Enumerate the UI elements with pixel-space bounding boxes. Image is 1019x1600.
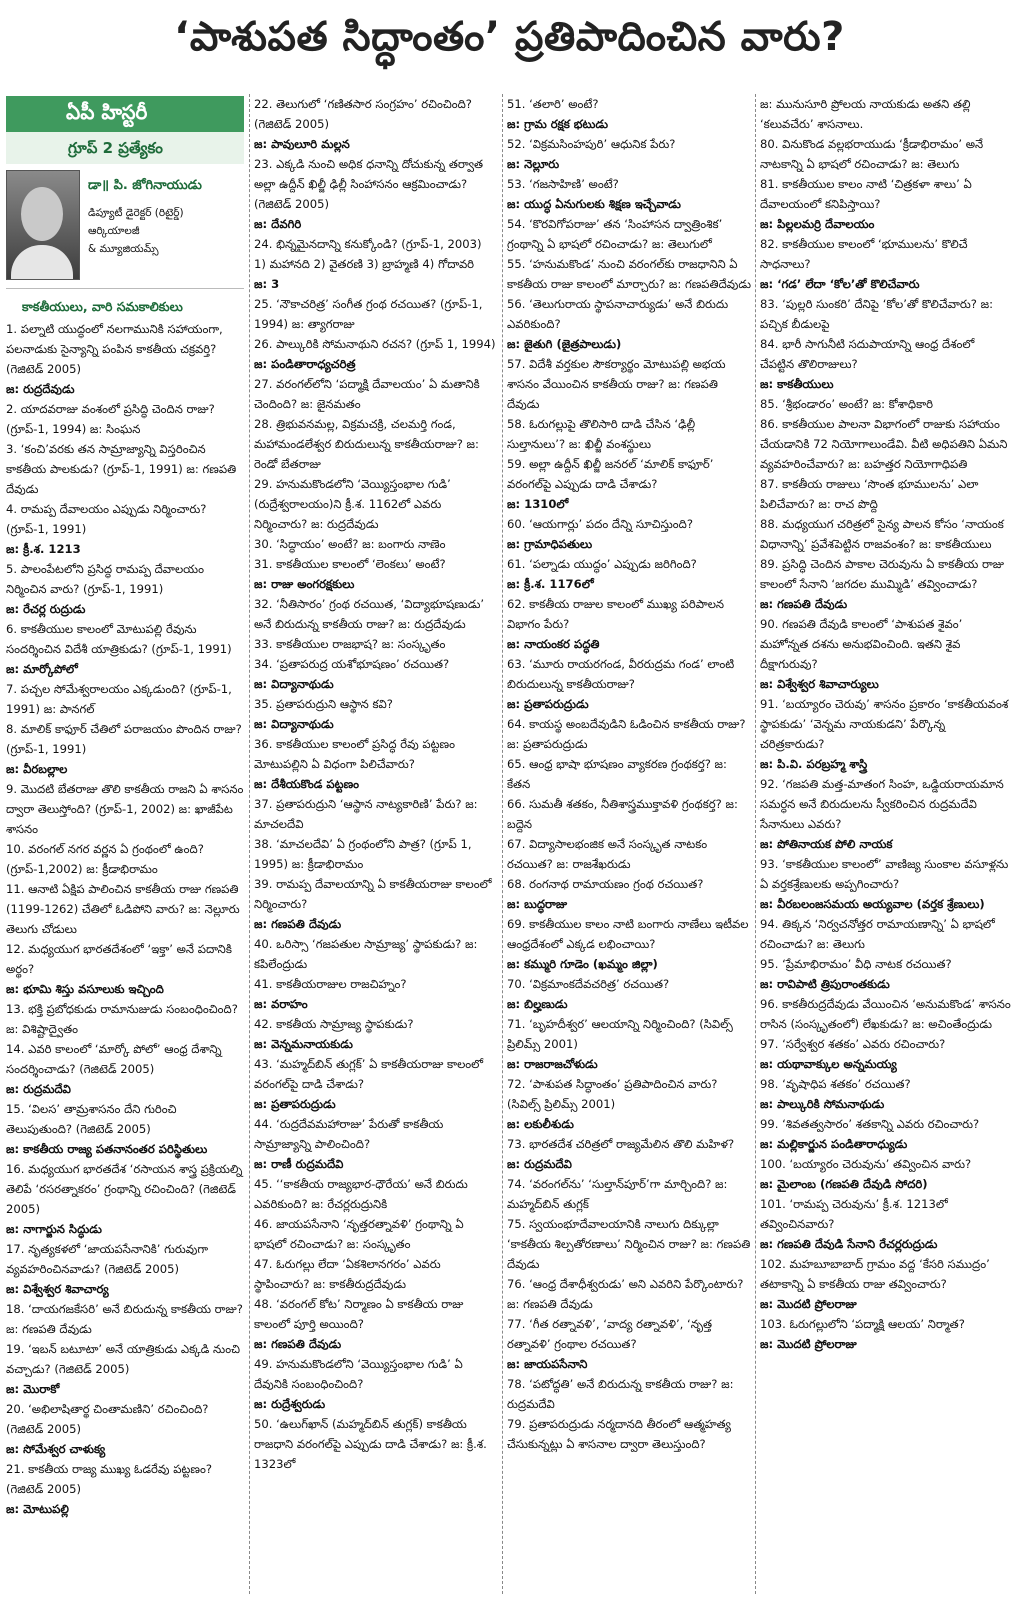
question-text: 98. ‘వృషాధిప శతకం’ రచయిత? [760, 1077, 911, 1091]
question-item [254, 1174, 498, 1214]
question-item [507, 1314, 751, 1374]
question-text: 29. హనుమకొండలోని ‘వెయ్యిస్తంభాల గుడి’ (రుద్రేశ్వరాలయం)ని క్రీ.శ. 1162లో ఎవరు నిర్మించారు? జ: రుద్రదేవుడు [254, 477, 451, 531]
author-role-2: ఆర్కియాలజీ [88, 225, 140, 237]
author-role-1: డిప్యూటీ డైరెక్టర్ (రిటైర్డ్) [88, 207, 184, 219]
question-item [507, 554, 751, 594]
question-item [507, 654, 751, 714]
answer-text: జ: రుద్రమదేవి [6, 1082, 71, 1096]
question-text: 20. ‘అభిలాషితార్థ చింతామణిని’ రచించింది? (గెజిటెడ్ 2005) [6, 1402, 209, 1436]
question-item [760, 174, 1012, 234]
question-item [507, 594, 751, 654]
answer-text: జ: మొదటి ప్రోలరాజు [760, 1297, 857, 1311]
question-text: 10. వరంగల్ నగర వర్ణన ఏ గ్రంథంలో ఉంది? (గ్రూప్-1,2002) జ: క్రీడాభిరామం [6, 842, 204, 876]
answer-text: జ: 1310లో [507, 497, 569, 511]
question-text: 101. ‘రామప్ప చెరువును’ క్రీ.శ. 1213లో తవ్వించినవారు? [760, 1197, 948, 1231]
question-text: 17. నృత్యకళలో ‘జాయపసేనానికి’ గురువుగా వ్యవహరించినవాడు? (గెజిటెడ్ 2005) [6, 1242, 209, 1276]
question-item [254, 654, 498, 694]
question-text: 9. మొదటి బేతరాజు తొలి కాకతీయ రాజని ఏ శాసనం ద్వారా తెలుస్తోంది? (గ్రూప్-1, 2002) జ: ఖాజీపేట శాసనం [6, 782, 244, 836]
questions-list-4 [760, 94, 1012, 1354]
question-item [507, 174, 751, 214]
question-item [254, 1414, 498, 1474]
answer-text: జ: నెల్లూరు [507, 157, 560, 171]
question-text: 1. పల్నాటి యుద్ధంలో నలగామునికి సహాయంగా, పలనాడుకు సైన్యాన్ని పంపిన కాకతీయ చక్రవర్తి? (గెజిటెడ్ 2005) [6, 322, 223, 376]
questions-list-2 [254, 94, 498, 1474]
answer-text: జ: విద్యానాథుడు [254, 677, 334, 691]
question-text: జ: మునుసూరి ప్రోలయ నాయకుడు అతని తల్లి ‘కలువచేరు’ శాసనాలు. [760, 97, 971, 131]
answer-text: జ: బుద్ధరాజు [507, 897, 568, 911]
answer-text: జ: రుద్రేశ్వరుడు [254, 1397, 326, 1411]
question-item [254, 1114, 498, 1174]
question-item [254, 94, 498, 154]
question-item [254, 834, 498, 874]
question-text: 48. ‘వరంగల్ కోట’ నిర్మాణం ఏ కాకతీయ రాజు కాలంలో పూర్తి అయింది? [254, 1297, 464, 1331]
answer-text: జ: పావులూరి మల్లన [254, 137, 350, 151]
answer-text: జ: రుద్రమదేవి [507, 1157, 572, 1171]
question-text: 73. భారతదేశ చరిత్రలో రాజ్యమేలిన తొలి మహిళ? [507, 1137, 735, 1151]
question-item [507, 1074, 751, 1134]
question-text: 99. ‘శివతత్వసారం’ శతకాన్ని ఎవరు రచించారు? [760, 1117, 980, 1131]
question-item [254, 694, 498, 734]
answer-text: జ: ప్రతాపరుద్రుడు [507, 697, 589, 711]
question-item [760, 854, 1012, 914]
answer-text: జ: విశ్వేశ్వర శివాచార్యులు [760, 677, 879, 691]
question-item [507, 254, 751, 294]
question-text: 51. ‘తలారి’ అంటే? [507, 97, 599, 111]
question-item [507, 454, 751, 514]
answer-text: జ: వెన్నమనాయకుడు [254, 1037, 353, 1051]
question-text: 40. ఒరిస్సా ‘గజపతుల సామ్రాజ్య’ స్థాపకుడు? జ: కపిలేంద్రుడు [254, 937, 478, 971]
question-text: 21. కాకతీయ రాజ్య ముఖ్య ఓడరేవు పట్టణం? (గెజిటెడ్ 2005) [6, 1462, 212, 1496]
question-item [507, 974, 751, 1014]
question-item [6, 619, 244, 679]
question-text: 85. ‘శ్రీభండారం’ అంటే? జ: కోశాధికారి [760, 397, 934, 411]
question-text: 4. రామప్ప దేవాలయం ఎప్పుడు నిర్మించారు? (గ్రూప్-1, 1991) [6, 502, 207, 536]
question-text: 12. మధ్యయుగ భారతదేశంలో ‘ఇక్తా’ అనే పదానికి అర్థం? [6, 942, 232, 976]
question-item [760, 414, 1012, 474]
answer-text: జ: కాకతీయులు [760, 377, 834, 391]
answer-text: జ: విద్యానాథుడు [254, 717, 334, 731]
column-divider [755, 94, 757, 1594]
question-item [254, 554, 498, 594]
question-text: 67. విద్యాసాలభంజిక అనే సంస్కృత నాటకం రచయిత? జ: రాజశేఖరుడు [507, 837, 708, 871]
question-text: 7. పచ్చల సోమేశ్వరాలయం ఎక్కడుంది? (గ్రూప్-1, 1991) జ: పానగల్ [6, 682, 232, 716]
question-text: 61. ‘పల్నాడు యుద్ధం’ ఎప్పుడు జరిగింది? [507, 557, 697, 571]
question-text: 16. మధ్యయుగ భారతదేశ ‘రసాయన శాస్త్ర ప్రక్రియల్ని తెలిపే ‘రసరత్నాకరం’ గ్రంథాన్ని రచించింది? (గెజిటెడ్ 2005) [6, 1162, 243, 1216]
question-text: 39. రామప్ప దేవాలయాన్ని ఏ కాకతీయరాజు కాలంలో నిర్మించారు? [254, 877, 492, 911]
column-divider [502, 94, 504, 1594]
question-text: 24. భిన్నమైనదాన్ని కనుక్కోండి? (గ్రూప్-1, 2003) [254, 237, 482, 251]
question-item [254, 234, 498, 254]
question-item [254, 474, 498, 534]
question-item [507, 874, 751, 914]
question-text: 5. పాలంపేటలోని ప్రసిద్ధ రామప్ప దేవాలయం నిర్మించిన వారు? (గ్రూప్-1, 1991) [6, 562, 204, 596]
question-item [760, 954, 1012, 994]
question-item [507, 1214, 751, 1274]
question-item [760, 94, 1012, 134]
answer-text: జ: మోటుపల్లి [6, 1502, 69, 1516]
question-item [6, 1159, 244, 1239]
question-item [6, 1039, 244, 1099]
question-item [760, 914, 1012, 954]
question-item [507, 1414, 751, 1454]
question-text: 13. భక్తి ప్రబోధకుడు రామానుజుడు సంబంధించింది? జ: విశిష్టాద్వైతం [6, 1002, 238, 1036]
question-text: 95. ‘ప్రేమాభిరామం’ వీధి నాటక రచయిత? [760, 957, 952, 971]
question-text: 50. ‘ఉలుగ్‌ఖాన్ (మహ్మద్‌బిన్ తుగ్లక్) కాకతీయ రాజధాని వరంగల్‌పై ఎప్పుడు దాడి చేశాడు? జ: క్రీ.శ. 1323లో [254, 1417, 487, 1471]
question-text: 89. ప్రసిద్ధి చెందిన పాకాల చెరువును ఏ కాకతీయ రాజు కాలంలో సేనాని ‘జగదల ముమ్మిడి’ తవ్వించాడు? [760, 557, 1005, 591]
question-text: 52. ‘విక్రమసింహపురి’ ఆధునిక పేరు? [507, 137, 676, 151]
question-item [254, 154, 498, 234]
question-text: 102. మహబూబాబాద్ గ్రామం వద్ద ‘కేసరి సముద్రం’ తటాకాన్ని ఏ కాకతీయ రాజు తవ్వించారు? [760, 1257, 990, 1291]
question-text: 27. వరంగల్‌లోని ‘పద్మాక్షి దేవాలయం’ ఏ మతానికి చెందింది? జ: జైనమతం [254, 377, 480, 411]
question-text: 81. కాకతీయుల కాలం నాటి ‘చిత్రకళా శాలు’ ఏ దేవాలయంలో కనిపిస్తాయి? [760, 177, 972, 211]
question-item [507, 834, 751, 874]
column-3 [507, 94, 751, 1594]
answer-text: జ: యథావాక్కుల అన్నమయ్య [760, 1057, 897, 1071]
question-text: 28. త్రిభువనమల్ల, విక్రమచక్రి, చలమర్తి గండ, మహామండలేశ్వర బిరుదులున్న కాకతీయరాజు? జ: రెండో బేతరాజు [254, 417, 479, 471]
answer-text: జ: రేచర్ల రుద్రుడు [6, 602, 86, 616]
question-item [6, 1459, 244, 1519]
question-text: 47. ఓరుగల్లు లేదా ‘ఏకశిలానగరం’ ఎవరు స్థాపించారు? జ: కాకతీరుద్రదేవుడు [254, 1257, 441, 1291]
question-item [507, 1374, 751, 1414]
question-text: 59. అల్లా ఉద్దీన్ ఖిల్జీ జనరల్ ‘మాలిక్ కాఫూర్’ వరంగల్‌పై ఎప్పుడు దాడి చేశాడు? [507, 457, 714, 491]
question-text: 71. ‘బృహదీశ్వర’ ఆలయాన్ని నిర్మించింది? (సివిల్స్ ప్రిలిమ్స్ 2001) [507, 1017, 733, 1051]
answer-text: జ: రాజరాజచోళుడు [507, 1057, 598, 1071]
question-item [760, 1114, 1012, 1154]
question-item [760, 1154, 1012, 1194]
question-item [254, 1354, 498, 1414]
question-text: 37. ప్రతాపరుద్రుని ‘ఆస్థాన నాట్యకారిణి’ పేరు? జ: మాచలదేవి [254, 797, 478, 831]
group-label: గ్రూప్ 2 ప్రత్యేకం [6, 132, 244, 164]
question-item [6, 1299, 244, 1339]
answer-text: జ: నాగార్జున సిద్ధుడు [6, 1222, 102, 1236]
question-item [507, 714, 751, 754]
answer-text: జ: ప్రతాపరుద్రుడు [254, 1097, 336, 1111]
question-item [507, 134, 751, 174]
question-text: 86. కాకతీయుల పాలనా విభాగంలో రాజుకు సహాయం చేయడానికి 72 నియోగాలుండేవి. వీటి అధిపతిని ఏమని వ్యవహరించేవారు? జ: బహత్తర నియోగాధిపతి [760, 417, 1008, 471]
answer-text: జ: పాల్కురికి సోమనాథుడు [760, 1097, 885, 1111]
column-divider [249, 94, 251, 1594]
question-item [254, 634, 498, 654]
question-item [760, 134, 1012, 174]
question-text: 33. కాకతీయుల రాజభాష? జ: సంస్కృతం [254, 637, 446, 651]
answer-text: జ: యుద్ధ ఏనుగులకు శిక్షణ ఇచ్చేవాడు [507, 197, 681, 211]
answer-text: జ: గ్రామాధిపతులు [507, 537, 593, 551]
question-item [760, 1254, 1012, 1314]
question-text: 26. పాల్కురికి సోమనాథుని రచన? (గ్రూప్ 1, 1994) [254, 337, 496, 351]
question-item [507, 754, 751, 794]
question-text: 44. ‘రుద్రదేవమహారాజు’ పేరుతో కాకతీయ సామ్రాజ్యాన్ని పాలించింది? [254, 1117, 444, 1151]
question-text: 94. తిక్కన ‘నిర్వచనోత్తర రామాయణాన్ని’ ఏ భాషలో రచించాడు? జ: తెలుగు [760, 917, 995, 951]
answer-text: జ: రుద్రదేవుడు [6, 382, 75, 396]
question-text: 103. ఓరుగల్లులోని ‘పద్మాక్షి ఆలయ’ నిర్మాత? [760, 1317, 965, 1331]
answer-text: జ: దేశీయకొండ పట్టణం [254, 777, 360, 791]
question-item [6, 779, 244, 839]
question-item [6, 559, 244, 619]
answer-text: జ: క్రీ.శ. 1213 [6, 542, 81, 556]
question-item [507, 214, 751, 254]
question-text: 45. ‘‘కాకతీయ రాజ్యభార-ధౌరేయ’ అనే బిరుదు ఎవరికుంది? జ: రేచర్లరుద్రునికి [254, 1177, 468, 1211]
question-text: 46. జాయపసేనాని ‘నృత్తరత్నావళి’ గ్రంథాన్ని ఏ భాషలో రచించాడు? జ: సంస్కృతం [254, 1217, 464, 1251]
question-item [760, 1074, 1012, 1114]
question-text: 23. ఎక్కడి నుంచి అధిక ధనాన్ని దోచుకున్న తర్వాత అల్లా ఉద్దీన్ ఖిల్జీ ఢిల్లీ సింహాసనం ఆక్రమించాడు? (గెజిటెడ్ 2005) [254, 157, 484, 211]
answer-text: జ: బిల్హణుడు [507, 997, 568, 1011]
section-heading: కాకతీయులు, వారి సమకాలికులు [22, 299, 183, 314]
question-text: 65. ఆంధ్ర భాషా భూషణం వ్యాకరణ గ్రంథకర్త? జ: కేతన [507, 757, 727, 791]
answer-text: జ: ‘గడ’ లేదా ‘కోల’తో కొలిచేవారు [760, 277, 920, 291]
question-item [760, 1314, 1012, 1354]
question-item [507, 414, 751, 454]
answer-text: జ: నాయంకర పద్ధతి [507, 637, 600, 651]
question-item [507, 1174, 751, 1214]
question-text: 57. విదేశీ వర్తకుల సౌకర్యార్థం మోటుపల్లి అభయ శాసనం వేయించిన కాకతీయ రాజు? జ: గణపతి దేవుడు [507, 357, 726, 411]
question-item [6, 1099, 244, 1159]
question-text: 54. ‘కొరవిగోపరాజు’ తన ‘సింహాసన ద్వాత్రింశిక’ గ్రంథాన్ని ఏ భాషలో రచించాడు? జ: తెలుగులో [507, 217, 723, 251]
question-item [760, 614, 1012, 694]
answer-text: జ: కాకతీయ రాజ్య పతనానంతర పరిస్థితులు [6, 1142, 208, 1156]
question-text: 78. ‘పటోద్ధతి’ అనే బిరుదున్న కాకతీయ రాజు? జ: రుద్రమదేవి [507, 1377, 734, 1411]
question-item [6, 679, 244, 719]
question-item [6, 1399, 244, 1459]
subject-title: ఏపీ హిస్టరీ [66, 100, 148, 124]
question-text: 76. ‘ఆంధ్ర దేశాధీశ్వరుడు’ అని ఎవరిని పేర్కొంటారు? జ: గణపతి దేవుడు [507, 1277, 744, 1311]
question-text: 34. ‘ప్రతాపరుద్ర యశోభూషణం’ రచయిత? [254, 657, 450, 671]
answer-text: జ: పండితారాధ్యచరిత్ర [254, 357, 356, 371]
question-item [254, 1294, 498, 1354]
answer-text: జ: మార్కోపోలో [6, 662, 78, 676]
question-text: 63. ‘మూరు రాయరగండ, వీరరుద్రమ గండ’ లాంటి బిరుదులున్న కాకతీయరాజు? [507, 657, 735, 691]
question-item [760, 554, 1012, 614]
answer-text: జ: వీరబలంజసమయ అయ్యవాల (వర్తక శ్రేణులు) [760, 897, 985, 911]
answer-text: జ: మొరాకో [6, 1382, 60, 1396]
question-text: 3. ‘కంచి’వరకు తన సామ్రాజ్యాన్ని విస్తరించిన కాకతీయ పాలకుడు? (గ్రూప్-1, 1991) జ: గణపతి దేవుడు [6, 442, 237, 496]
question-text: 35. ప్రతాపరుద్రుని ఆస్థాన కవి? [254, 697, 393, 711]
headline: ‘పాశుపత సిద్ధాంతం’ ప్రతిపాదించిన వారు? [174, 14, 845, 60]
question-text: 62. కాకతీయ రాజుల కాలంలో ముఖ్య పరిపాలన విభాగం పేరు? [507, 597, 725, 631]
answer-text: జ: మల్లికార్జున పండితారాధ్యుడు [760, 1137, 908, 1151]
question-item [6, 439, 244, 499]
question-item [760, 234, 1012, 294]
answer-text: జ: వరాహం [254, 997, 308, 1011]
answer-text: జ: జైతుగి (జైత్రపాలుడు) [507, 337, 622, 351]
question-item [760, 514, 1012, 554]
question-text: 15. ‘విలస’ తామ్రశాసనం దేని గురించి తెలుపుతుంది? (గెజిటెడ్ 2005) [6, 1102, 177, 1136]
question-item [507, 94, 751, 134]
question-item [6, 719, 244, 779]
question-item [254, 294, 498, 334]
question-text: 32. ‘నీతిసారం’ గ్రంథ రచయిత, ‘విద్యాభూషణుడు’ అనే బిరుదున్న కాకతీయ రాజు? జ: రుద్రదేవుడు [254, 597, 485, 631]
question-text: 88. మధ్యయుగ చరిత్రలో సైన్య పాలన కోసం ‘నాయంక విధానాన్ని’ ప్రవేశపెట్టిన రాజవంశం? జ: కాకతీయులు [760, 517, 1004, 551]
question-text: 2. యాదవరాజు వంశంలో ప్రసిద్ధి చెందిన రాజు? (గ్రూప్-1, 1994) జ: సింఘన [6, 402, 215, 436]
question-text: 77. ‘గీత రత్నావళి’, ‘వాద్య రత్నావళి’, ‘నృత్త రత్నావళి’ గ్రంథాల రచయిత? [507, 1317, 712, 1351]
questions-list-3 [507, 94, 751, 1454]
question-text: 84. భారీ సాగునీటి సదుపాయాన్ని ఆంధ్ర దేశంలో చేపట్టిన తొలిరాజులు? [760, 337, 975, 371]
question-item [760, 694, 1012, 774]
question-item [6, 319, 244, 399]
question-text: 11. ఆనాటి ఏక్షిప పాలించిన కాకతీయ రాజు గణపతి (1199-1262) చేతిలో ఓడిపోని వారు? జ: నెల్లూరు తెలుగు చోడులు [6, 882, 240, 936]
answer-text: జ: దేవగిరి [254, 217, 302, 231]
answer-text: జ: గణపతి దేవుడు [760, 597, 848, 611]
question-text: 19. ‘ఇబన్ బటూటా’ అనే యాత్రికుడు ఎక్కడి నుంచి వచ్చాడు? (గెజిటెడ్ 2005) [6, 1342, 240, 1376]
answer-text: జ: పోతినాయక పోలి నాయక [760, 837, 893, 851]
question-item [254, 1254, 498, 1294]
article-columns [6, 94, 1013, 1594]
subject-banner [6, 96, 244, 164]
question-item [507, 794, 751, 834]
question-text: 56. ‘తెలుగురాయ స్థాపనాచార్యుడు’ అనే బిరుదు ఎవరికుంది? [507, 297, 729, 331]
answer-text: జ: రావిపాటి త్రిపురాంతకుడు [760, 977, 890, 991]
question-text: 55. ‘హనుమకొండ’ నుంచి వరంగల్‌కు రాజధానిని ఏ కాకతీయ రాజు కాలంలో మార్చారు? జ: గణపతిదేవుడు [507, 257, 751, 291]
question-item [760, 1034, 1012, 1074]
question-text: 72. ‘పాశుపత సిద్ధాంతం’ ప్రతిపాదించిన వారు? (సివిల్స్ ప్రిలిమ్స్ 2001) [507, 1077, 718, 1111]
question-item [254, 414, 498, 474]
question-item [760, 474, 1012, 514]
question-item [254, 734, 498, 794]
answer-text: జ: రాజు అంగరక్షకులు [254, 577, 355, 591]
question-item [254, 334, 498, 374]
question-text: 87. కాకతీయ రాజులు ‘సొంత భూములను’ ఎలా పిలిచేవారు? జ: రాచ పొద్ది [760, 477, 979, 511]
question-item [507, 914, 751, 974]
question-text: 42. కాకతీయ సామ్రాజ్య స్థాపకుడు? [254, 1017, 414, 1031]
question-item [6, 879, 244, 939]
author-profile [6, 170, 244, 289]
question-text: 36. కాకతీయుల కాలంలో ప్రసిద్ధ రేవు పట్టణం మోటుపల్లిని ఏ విధంగా పిలిచేవారు? [254, 737, 455, 771]
question-item [254, 1214, 498, 1254]
answer-text: జ: వీరబల్లాల [6, 762, 68, 776]
question-text: 53. ‘గజసాహిణి’ అంటే? [507, 177, 619, 191]
shoulder-shape [11, 245, 73, 279]
question-item [6, 499, 244, 559]
question-item [507, 1134, 751, 1174]
question-text: 82. కాకతీయుల కాలంలో ‘భూములను’ కొలిచే సాధనాలు? [760, 237, 968, 271]
question-text: 74. ‘వరంగల్‌ను’ ‘సుల్తాన్‌పూర్’గా మార్చింది? జ: మహ్మద్‌బిన్ తుగ్లక్ [507, 1177, 728, 1211]
question-text: 31. కాకతీయుల కాలంలో ‘లెంకలు’ అంటే? [254, 557, 446, 571]
question-text: 49. హనుమకొండలోని ‘వెయ్యిస్తంభాల గుడి’ ఏ దేవునికి సంబంధించింది? [254, 1357, 463, 1391]
question-item [760, 294, 1012, 334]
question-item [760, 994, 1012, 1034]
answer-text: జ: గణపతి దేవుడు [254, 1337, 342, 1351]
question-item [6, 999, 244, 1039]
question-item [507, 1274, 751, 1314]
questions-list-1 [6, 319, 244, 1519]
question-text: 96. కాకతీరుద్రదేవుడు వేయించిన ‘అనుమకొండ’ శాసనం రాసిన (సంస్కృతంలో) లేఖకుడు? జ: అచింతేంద్రుడు [760, 997, 1011, 1031]
question-text: 66. సుమతీ శతకం, నీతిశాస్త్రముక్తావళి గ్రంథకర్త? జ: బద్దెన [507, 797, 738, 831]
question-text: 18. ‘దాయగజకేసరి’ అనే బిరుదున్న కాకతీయ రాజు? జ: గణపతి దేవుడు [6, 1302, 243, 1336]
question-item [254, 874, 498, 934]
question-text: 70. ‘విక్రమాంకదేవచరిత్ర’ రచయిత? [507, 977, 670, 991]
answer-text: జ: కమ్మురి గూడెం (ఖమ్మం జిల్లా) [507, 957, 658, 971]
question-item [254, 594, 498, 634]
question-text: 1) మహానది 2) వైతరణి 3) బ్రాహ్మణి 4) గోదావరి [254, 257, 475, 271]
answer-text: జ: మొదటి ప్రోలరాజు [760, 1337, 857, 1351]
author-info [80, 170, 202, 288]
question-text: 68. రంగనాథ రామాయణం గ్రంథ రచయిత? [507, 877, 704, 891]
column-1 [6, 94, 244, 1594]
answer-text: జ: విశ్వేశ్వర శివాచార్య [6, 1282, 109, 1296]
question-text: 41. కాకతీయరాజుల రాజచిహ్నం? [254, 977, 407, 991]
question-text: 58. ఓరుగల్లుపై తొలిసారి దాడి చేసిన ‘ఢిల్లీ సుల్తానులు’? జ: ఖిల్జీ వంశస్థులు [507, 417, 696, 451]
question-text: 92. ‘గజపతి మత్త-మాతంగ సింహ, ఒడ్డియరాయమాన సమర్ధన అనే బిరుదులను స్వీకరించిన రుద్రమదేవి సేనానులు ఎవరు? [760, 777, 1004, 831]
question-item [254, 1014, 498, 1054]
answer-text: జ: గణపతి దేవుడి సేనాని రేచర్లరుద్రుడు [760, 1237, 938, 1251]
question-item [760, 774, 1012, 854]
question-item [254, 794, 498, 834]
question-item [6, 1339, 244, 1399]
author-photo [6, 170, 80, 280]
question-item [760, 334, 1012, 394]
answer-text: జ: జాయపసేనాని [507, 1357, 588, 1371]
question-text: 80. వినుకొండ వల్లభరాయుడు ‘క్రీడాభిరామం’ అనే నాటకాన్ని ఏ భాషలో రచించాడు? జ: తెలుగు [760, 137, 984, 171]
question-text: 60. ‘ఆయగార్లు’ పదం దేన్ని సూచిస్తుంది? [507, 517, 693, 531]
answer-text: జ: సోమేశ్వర చాళుక్య [6, 1442, 106, 1456]
answer-text: జ: 3 [254, 277, 280, 291]
answer-text: జ: గణపతి దేవుడు [254, 917, 342, 931]
question-text: 14. ఎవరి కాలంలో ‘మార్కో పోలో’ ఆంధ్ర దేశాన్ని సందర్శించాడు? (గెజిటెడ్ 2005) [6, 1042, 222, 1076]
question-item [507, 1014, 751, 1074]
question-item [507, 294, 751, 354]
question-text: 90. గణపతి దేవుడి కాలంలో ‘పాశుపత శైవం’ మహోన్నత దశను అనుభవించింది. ఇతని శైవ దీక్షాగురువు? [760, 617, 963, 671]
question-item [6, 1239, 244, 1299]
question-text: 25. ‘నౌకాచరిత్ర’ సంగీత గ్రంథ రచయిత? (గ్రూప్-1, 1994) జ: త్యాగరాజు [254, 297, 483, 331]
column-2 [254, 94, 498, 1594]
question-item [6, 399, 244, 439]
question-item [254, 974, 498, 1014]
face-shape [21, 187, 63, 241]
question-text: 97. ‘సర్వేశ్వర శతకం’ ఎవరు రచించారు? [760, 1037, 946, 1051]
column-4 [760, 94, 1012, 1594]
question-text: 69. కాకతీయుల కాలం నాటి బంగారు నాణేలు ఇటీవల ఆంధ్రదేశంలో ఎక్కడ లభించాయి? [507, 917, 749, 951]
question-text: 38. ‘మాచలదేవి’ ఏ గ్రంథంలోని పాత్ర? (గ్రూప్ 1, 1995) జ: క్రీడాభిరామం [254, 837, 472, 871]
question-text: 6. కాకతీయుల కాలంలో మోటుపల్లి రేవును సందర్శించిన విదేశీ యాత్రికుడు? (గ్రూప్-1, 1991) [6, 622, 232, 656]
question-item [760, 1194, 1012, 1254]
question-text: 30. ‘సిద్ధాయం’ అంటే? జ: బంగారు నాణెం [254, 537, 446, 551]
answer-text: జ: గ్రామ రక్షక భటుడు [507, 117, 609, 131]
question-text: 91. ‘బయ్యారం చెరువు’ శాసనం ప్రకారం ‘కాకతీయవంశ స్థాపకుడు’ ‘వెన్నమ నాయకుడని’ పేర్కొన్న చరిత్రకారుడు? [760, 697, 1009, 751]
question-item [507, 514, 751, 554]
question-item [254, 254, 498, 294]
question-text: 100. ‘బయ్యారం చెరువును’ తవ్వించిన వారు? [760, 1157, 972, 1171]
question-text: 43. ‘మహ్మద్‌బిన్ తుగ్లక్’ ఏ కాకతీయరాజు కాలంలో వరంగల్‌పై దాడి చేశాడు? [254, 1057, 484, 1091]
question-item [254, 374, 498, 414]
question-text: 8. మాలిక్ కాఫూర్ చేతిలో పరాజయం పొందిన రాజు? (గ్రూప్-1, 1991) [6, 722, 242, 756]
question-item [6, 839, 244, 879]
question-text: 75. స్వయంభూదేవాలయానికి నాలుగు దిక్కుల్లా ‘కాకతీయ శిల్పతోరణాలు’ నిర్మించిన రాజు? జ: గణపతి దేవుడు [507, 1217, 751, 1271]
answer-text: జ: భూమి శిస్తు వసూలుకు ఇచ్చింది [6, 982, 164, 996]
answer-text: జ: రాణీ రుద్రమదేవి [254, 1157, 344, 1171]
question-text: 79. ప్రతాపరుద్రుడు నర్మదానది తీరంలో ఆత్మహత్య చేసుకున్నట్లు ఏ శాసనాల ద్వారా తెలుస్తుంది? [507, 1417, 731, 1451]
answer-text: జ: పిల్లలమర్రి దేవాలయం [760, 217, 875, 231]
answer-text: జ: పి.వి. పరబ్రహ్మ శాస్త్రి [760, 757, 868, 771]
question-text: 83. ‘పుల్లరి సుంకరి’ దేనిపై ‘కోల’తో కొలిచేవారు? జ: పచ్చిక బీడులపై [760, 297, 993, 331]
answer-text: జ: మైలాంబ (గణపతి దేవుడి సోదరి) [760, 1177, 928, 1191]
question-item [254, 1054, 498, 1114]
question-item [254, 534, 498, 554]
author-name: డా॥ పి. జోగినాయుడు [88, 178, 202, 193]
author-role-3: & మ్యూజియమ్స్ [88, 243, 159, 255]
answer-text: జ: లకులీశుడు [507, 1117, 574, 1131]
question-item [507, 354, 751, 414]
question-text: 64. కాయస్థ అంబదేవుడిని ఓడించిన కాకతీయ రాజు? జ: ప్రతాపరుద్రుడు [507, 717, 746, 751]
question-item [6, 939, 244, 999]
question-item [760, 394, 1012, 414]
question-item [254, 934, 498, 974]
question-text: 93. ‘కాకతీయుల కాలంలో’ వాణిజ్య సుంకాల వసూళ్లను ఏ వర్తకశ్రేణులకు అప్పగించారు? [760, 857, 1009, 891]
answer-text: జ: క్రీ.శ. 1176లో [507, 577, 594, 591]
question-text: 22. తెలుగులో ‘గణితసార సంగ్రహం’ రచించింది? (గెజిటెడ్ 2005) [254, 97, 472, 131]
